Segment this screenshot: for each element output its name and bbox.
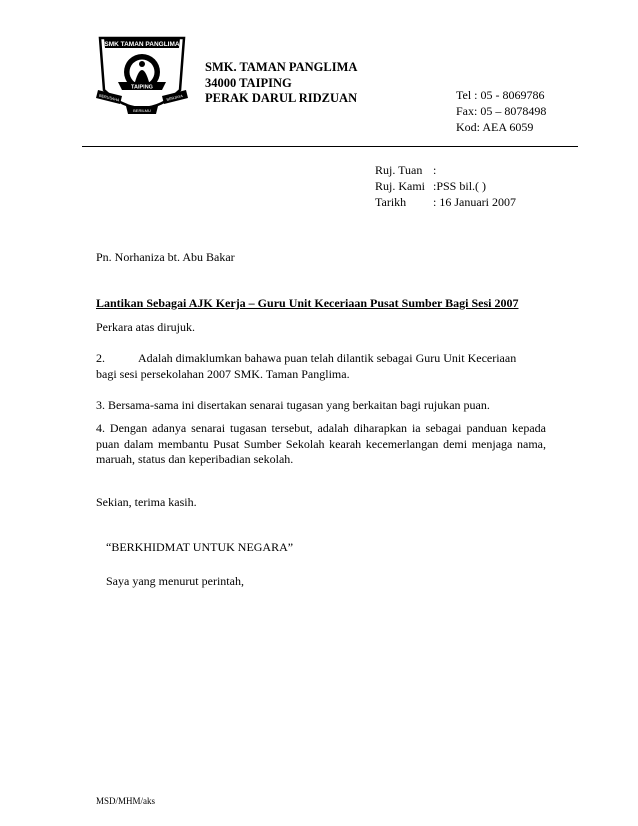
paragraph-2-number: 2. <box>96 351 105 365</box>
tarikh-value: : 16 Januari 2007 <box>433 195 516 209</box>
reference-block <box>375 162 516 210</box>
svg-text:TAIPING: TAIPING <box>131 84 153 91</box>
tarikh-row <box>375 194 516 210</box>
opening-line: Perkara atas dirujuk. <box>96 320 195 334</box>
telephone-number: Tel : 05 - 8069786 <box>456 88 545 102</box>
ruj-tuan-label: Ruj. Tuan <box>375 163 423 177</box>
paragraph-2-first-line <box>96 351 546 367</box>
fax-number: Fax: 05 – 8078498 <box>456 104 547 118</box>
school-postcode-city: 34000 TAIPING <box>205 75 292 90</box>
svg-text:SMK TAMAN PANGLIMA: SMK TAMAN PANGLIMA <box>104 41 180 48</box>
school-crest-logo <box>96 28 188 120</box>
ruj-tuan-row <box>375 162 516 178</box>
letter-subject <box>96 296 546 312</box>
closing-thanks: Sekian, terima kasih. <box>96 495 197 509</box>
school-name: SMK. TAMAN PANGLIMA <box>205 60 358 74</box>
svg-text:BERILMU: BERILMU <box>133 108 151 113</box>
recipient-name: Pn. Norhaniza bt. Abu Bakar <box>96 250 235 264</box>
obedient-line: Saya yang menurut perintah, <box>106 574 244 588</box>
ruj-tuan-value: : <box>433 163 437 177</box>
paragraph-4: 4. Dengan adanya senarai tugasan tersebut, adalah diharapkan ia sebagai panduan kepada puan dalam membantu Pusat Sumber Sekolah kearah kecemerlangan demi menjaga nama, maruah, status dan keperibadian sekolah. <box>96 421 546 466</box>
paragraph-2-rest: bagi sesi persekolahan 2007 SMK. Taman Panglima. <box>96 366 350 381</box>
svg-text:BERUSAHA: BERUSAHA <box>98 93 120 103</box>
ruj-kami-value: :PSS bil.( ) <box>433 179 487 193</box>
letterhead-divider <box>82 146 578 147</box>
tarikh-label: Tarikh <box>375 195 407 209</box>
ruj-kami-row <box>375 178 516 194</box>
svg-text:BERJAYA: BERJAYA <box>166 94 184 102</box>
ruj-kami-label: Ruj. Kami <box>375 179 425 193</box>
subject-text: Lantikan Sebagai AJK Kerja – Guru Unit Keceriaan Pusat Sumber Bagi Sesi 2007 <box>96 296 519 310</box>
motto: “BERKHIDMAT UNTUK NEGARA” <box>106 540 294 554</box>
school-code: Kod: AEA 6059 <box>456 120 534 134</box>
school-state: PERAK DARUL RIDZUAN <box>205 91 358 105</box>
school-address-block <box>205 60 357 107</box>
paragraph-2 <box>96 351 546 382</box>
paragraph-3: 3. Bersama-sama ini disertakan senarai tugasan yang berkaitan bagi rujukan puan. <box>96 398 490 412</box>
paragraph-2-first-text: Adalah dimaklumkan bahawa puan telah dilantik sebagai Guru Unit Keceriaan <box>138 351 517 365</box>
footer-code: MSD/MHM/aks <box>96 796 156 806</box>
contact-block <box>456 87 546 135</box>
